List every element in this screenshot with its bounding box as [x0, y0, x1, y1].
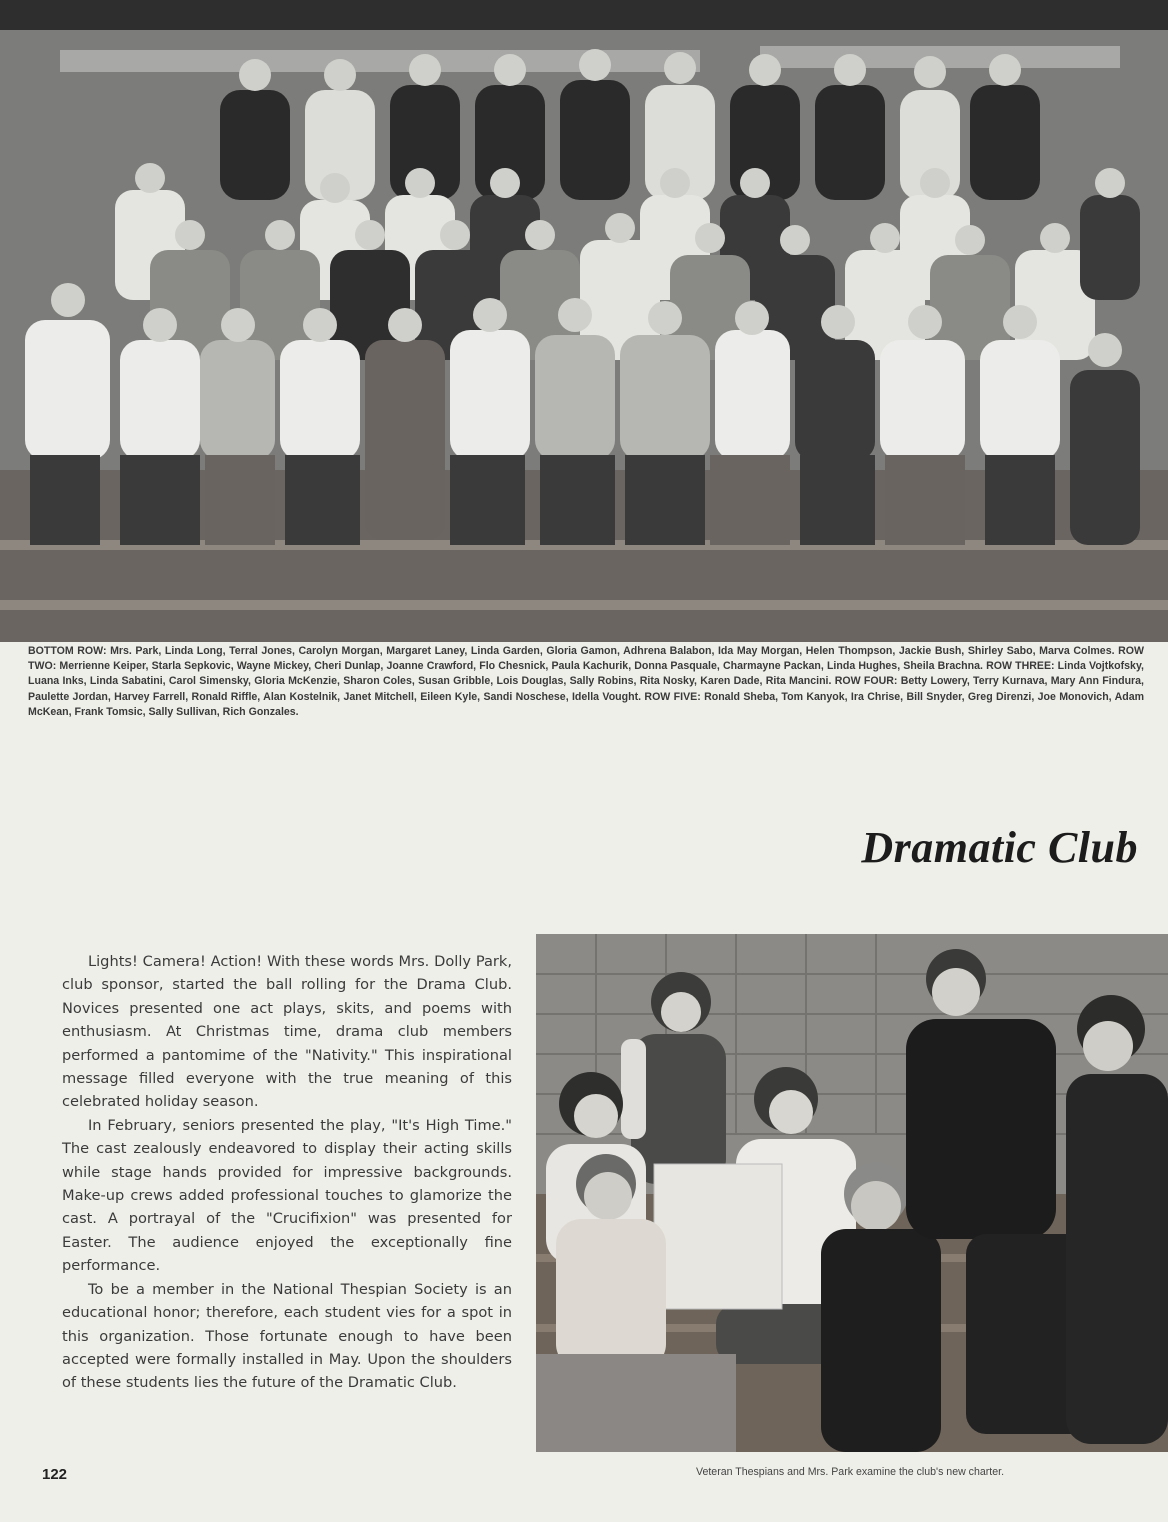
page-title: Dramatic Club	[861, 823, 1138, 872]
article-body	[62, 950, 512, 1395]
photo-caption: Veteran Thespians and Mrs. Park examine the club's new charter.	[695, 1466, 1005, 1478]
group-photo-image	[0, 0, 1168, 642]
article-paragraph: To be a member in the National Thespian Society is an educational honor; therefore, each student vies for a spot in this organization. Those fortunate enough to have been accepted were formally installed in May. Upon the shoulders of these students lies the future of the Dramatic Club.	[62, 1280, 512, 1392]
article-paragraph: Lights! Camera! Action! With these words Mrs. Dolly Park, club sponsor, started the ball rolling for the Drama Club. Novices presented one act plays, skits, and poems with enthusiasm. At Christmas time, drama club members performed a pantomime of the "Nativity." This inspirational message filled everyone with the true meaning of this celebrated holiday season.	[62, 953, 512, 1111]
candid-photo	[536, 934, 1168, 1452]
page-number: 122	[42, 1466, 68, 1483]
article-paragraph: In February, seniors presented the play, "It's High Time." The cast zealously endeavored to display their acting skills while stage hands provided for impressive backgrounds. Make-up crews added professional touches to glamorize the cast. A portrayal of the "Crucifixion" was presented for Easter. The audience enjoyed the exceptionally fine performance.	[62, 1116, 512, 1275]
group-photo-roster: BOTTOM ROW: Mrs. Park, Linda Long, Terral Jones, Carolyn Morgan, Margaret Laney, Linda Garden, Gloria Gamon, Adhrena Balabon, Ida May Morgan, Helen Thompson, Jackie Bush, Shirley Sabo, Marva Colmes. ROW TWO: Merrienne Keiper, Starla Sepkovic, Wayne Mickey, Cheri Dunlap, Joanne Crawford, Flo Chesnick, Paula Kachurik, Donna Pasquale, Charmayne Packan, Linda Hughes, Sheila Brachna. ROW THREE: Linda Vojtkofsky, Luana Inks, Linda Sabatini, Carol Simensky, Gloria McKenzie, Sharon Coles, Susan Gribble, Lois Douglas, Sally Robins, Rita Nosky, Karen Dade, Rita Mancini. ROW FOUR: Betty Lowery, Terry Kurnava, Mary Ann Findura, Paulette Jordan, Harvey Farrell, Ronald Riffle, Alan Kostelnik, Janet Mitchell, Eileen Kyle, Sandi Noschese, Idella Vought. ROW FIVE: Ronald Sheba, Tom Kanyok, Ira Chrise, Bill Snyder, Greg Direnzi, Joe Monovich, Adam McKean, Frank Tomsic, Sally Sullivan, Rich Gonzales.	[28, 645, 1144, 718]
candid-photo-image	[536, 934, 1168, 1452]
group-photo	[0, 0, 1168, 642]
